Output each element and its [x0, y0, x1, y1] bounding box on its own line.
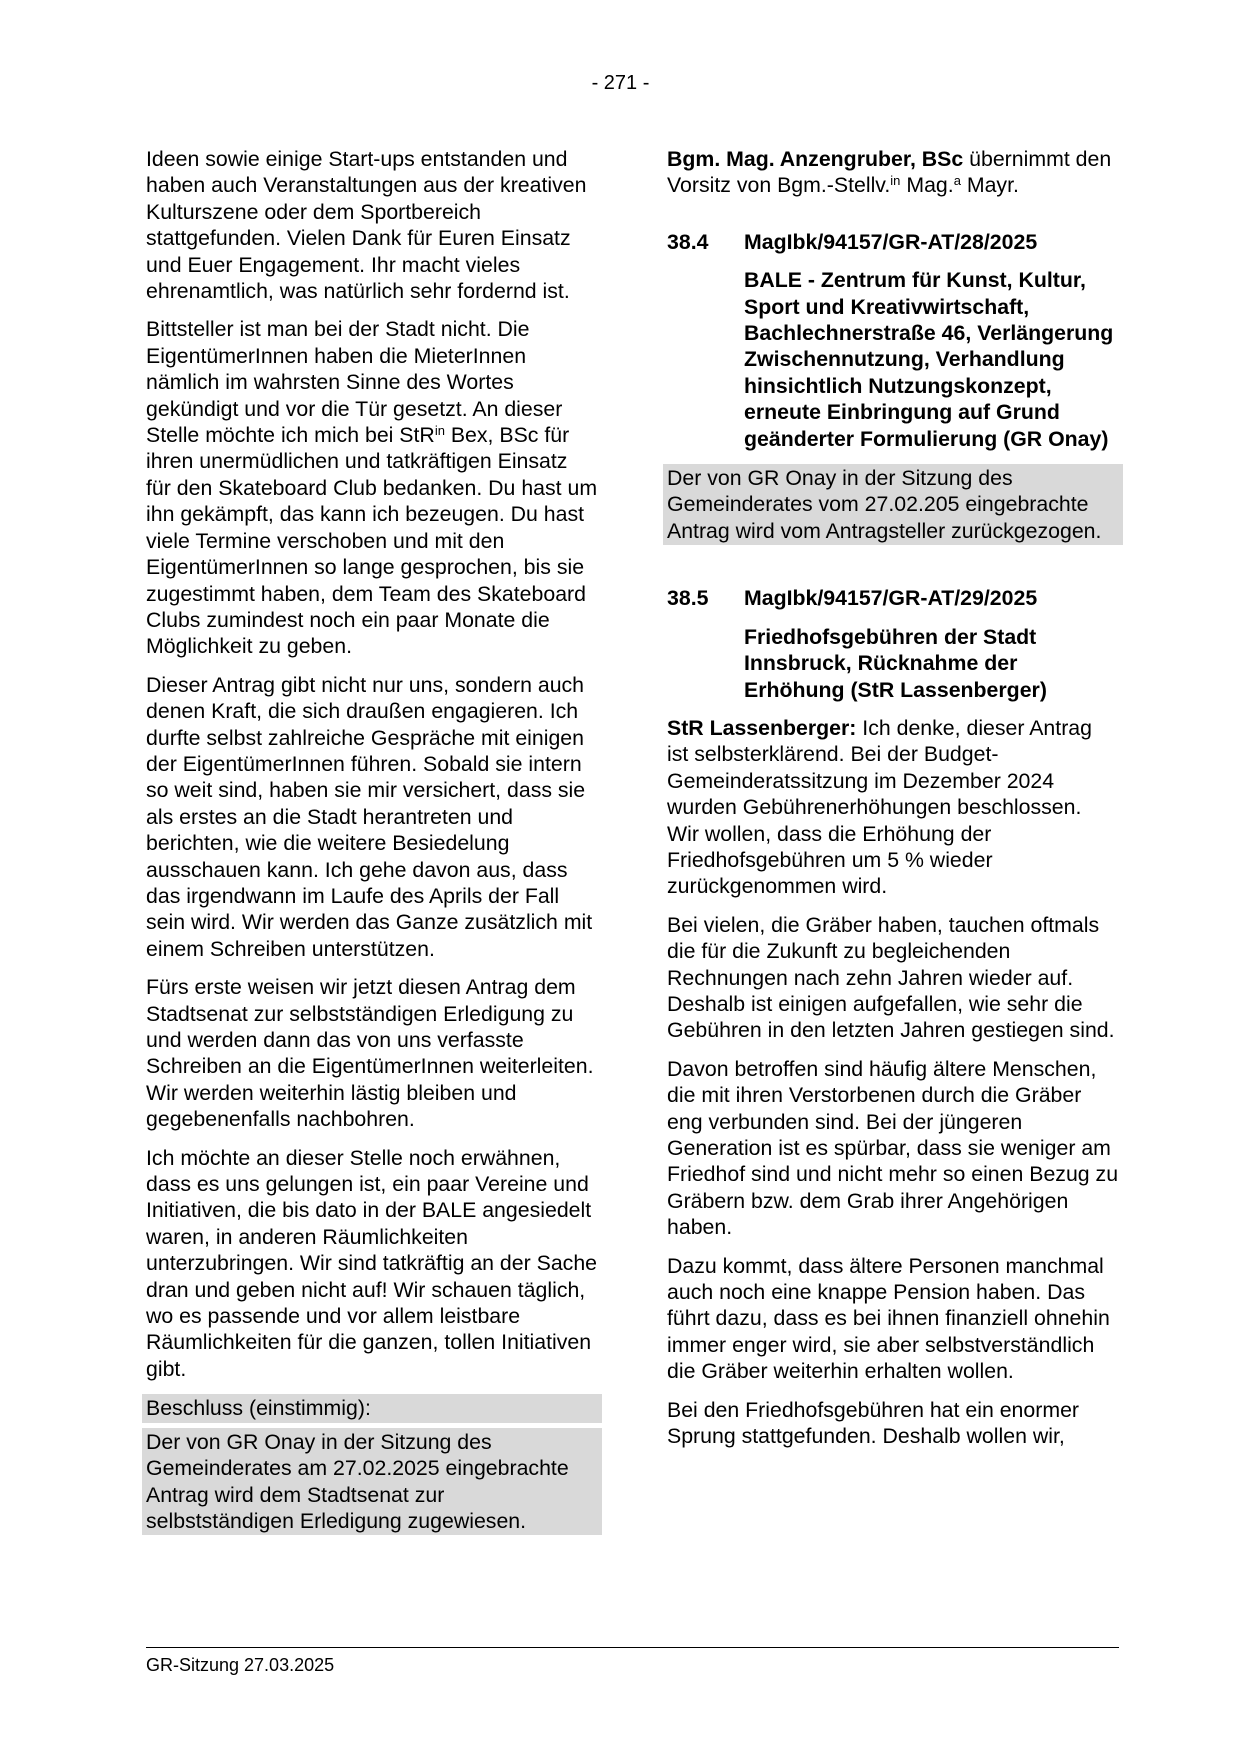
item-title: Friedhofsgebühren der Stadt Innsbruck, Rücknahme der Erhöhung (StR Lassenberger) — [744, 624, 1047, 702]
resolution-text: Der von GR Onay in der Sitzung des Gemeinderates am 27.02.2025 eingebrachte Antrag wird dem Stadtsenat zur selbstständigen Erledigung zugewiesen. — [146, 1429, 569, 1533]
paragraph: Ich möchte an dieser Stelle noch erwähnen, dass es uns gelungen ist, ein paar Vereine und Initiativen, die bis dato in der BALE angesiedelt waren, in anderen Räumlichkeiten unterzubringen. Wir sind tatkräftig an der Sache dran und geben nicht auf! Wir schauen täglich, wo es passende und vor allem leistbare Räumlichkeiten für die ganzen, tollen Initiativen gibt. — [146, 1145, 598, 1381]
paragraph: Bei den Friedhofsgebühren hat ein enormer Sprung stattgefunden. Deshalb wollen wir, — [667, 1397, 1080, 1449]
item-note: Der von GR Onay in der Sitzung des Gemeinderates vom 27.02.205 eingebrachte Antrag wird vom Antragsteller zurückgezogen. — [667, 466, 1102, 543]
paragraph: Dieser Antrag gibt nicht nur uns, sondern auch denen Kraft, die sich draußen engagieren. Ich durfte selbst zahlreiche Gespräche mit einigen der EigentümerInnen führen. Sobald sie intern so weit sind, haben sie mir versichert, dass sie als erstes an die Stadt herantreten und berichten, wie die weitere Besiedelung ausschauen kann. Ich gehe davon aus, dass das irgendwann im Laufe des Aprils der Fall sein wird. Wir werden das Ganze zusätzlich mit einem Schreiben unterstützen. — [146, 672, 593, 961]
agenda-item-header — [667, 585, 1119, 611]
right-column — [667, 146, 1119, 1461]
resolution-text-box — [142, 1428, 602, 1536]
paragraph: Dazu kommt, dass ältere Personen manchmal auch noch eine knappe Pension haben. Das führt dazu, dass es bei ihnen finanziell ohnehin immer enger wird, sie aber selbstverständlich die Gräber weiterhin erhalten wollen. — [667, 1253, 1110, 1384]
left-column — [146, 146, 598, 1535]
item-number: 38.5 — [667, 586, 709, 611]
paragraph — [146, 316, 598, 659]
paragraph: Ideen sowie einige Start-ups entstanden und haben auch Veranstaltungen aus der kreativen Kulturszene oder dem Sportbereich stattgefunden. Vielen Dank für Euren Einsatz und Euer Engagement. Ihr macht vieles ehrenamtlich, was natürlich sehr fordernd ist. — [146, 147, 587, 304]
item-code: MagIbk/94157/GR-AT/28/2025 — [744, 229, 1038, 254]
agenda-item-header — [667, 229, 1119, 255]
chair-note — [667, 146, 1119, 199]
item-number: 38.4 — [667, 229, 709, 254]
text-run: Bex, BSc für ihren unermüdlichen und tatkräftigen Einsatz für den Skateboard Club bedanken. Du hast um ihn gekämpft, das kann ich bezeugen. Du hast viele Termine verschoben und mit den EigentümerInnen so lange gesprochen, bis sie zugestimmt haben, dem Team des Skateboard Clubs zumindest noch ein paar Monate die Möglichkeit zu geben. — [146, 423, 598, 659]
footer-text: GR-Sitzung 27.03.2025 — [146, 1655, 335, 1675]
item-code: MagIbk/94157/GR-AT/29/2025 — [744, 586, 1038, 611]
item-title: BALE - Zentrum für Kunst, Kultur, Sport und Kreativwirtschaft, Bachlechnerstraße 46, Verlängerung Zwischennutzung, Verhandlung hinsichtlich Nutzungskonzept, erneute Einbringung auf Grund geänderter Formulierung (GR Onay) — [744, 268, 1114, 451]
footer-divider — [146, 1647, 1119, 1648]
superscript: a — [953, 173, 961, 189]
speaker-name: StR Lassenberger: — [667, 715, 857, 740]
paragraph: Fürs erste weisen wir jetzt diesen Antrag dem Stadtsenat zur selbstständigen Erledigung zu und werden dann das von uns verfasste Schreiben an die EigentümerInnen weiterleiten. Wir werden weiterhin lästig bleiben und gegebenenfalls nachbohren. — [146, 975, 594, 1132]
text-run: Mayr. — [960, 173, 1019, 198]
paragraph: Bei vielen, die Gräber haben, tauchen oftmals die für die Zukunft zu begleichenden Rechnungen nach zehn Jahren wieder auf. Deshalb ist einigen aufgefallen, wie sehr die Gebühren in den letzten Jahren gestiegen sind. — [667, 912, 1115, 1043]
paragraph: Davon betroffen sind häufig ältere Menschen, die mit ihren Verstorbenen durch die Gräber eng verbunden sind. Bei der jüngeren Generation ist es spürbar, dass sie weniger am Friedhof sind und nicht mehr so einen Bezug zu Gräbern bzw. dem Grab ihrer Angehörigen haben. — [667, 1056, 1119, 1240]
item-note-box — [663, 464, 1123, 545]
text-run: Mag. — [900, 173, 954, 198]
resolution-heading-box — [142, 1394, 602, 1422]
page-number: - 271 - — [591, 72, 650, 94]
text-run: übernimmt den Vorsitz von Bgm.-Stellv. — [667, 147, 1112, 198]
text-run: Ich denke, dieser Antrag ist selbsterklärend. Bei der Budget-Gemeinderatssitzung im Dezember 2024 wurden Gebührenerhöhungen beschlossen. Wir wollen, dass die Erhöhung der Friedhofsgebühren um 5 % wieder zurückgenommen wird. — [667, 715, 1092, 899]
paragraph — [667, 715, 1119, 900]
superscript: in — [434, 423, 445, 439]
text-run: Bittsteller ist man bei der Stadt nicht. Die EigentümerInnen haben die MieterInnen nämlich im wahrsten Sinne des Wortes gekündigt und vor die Tür gesetzt. An dieser Stelle möchte ich mich bei StR — [146, 317, 563, 448]
resolution-heading: Beschluss (einstimmig): — [146, 1396, 371, 1421]
superscript: in — [890, 173, 901, 189]
chair-name: Bgm. Mag. Anzengruber, BSc — [667, 147, 964, 171]
